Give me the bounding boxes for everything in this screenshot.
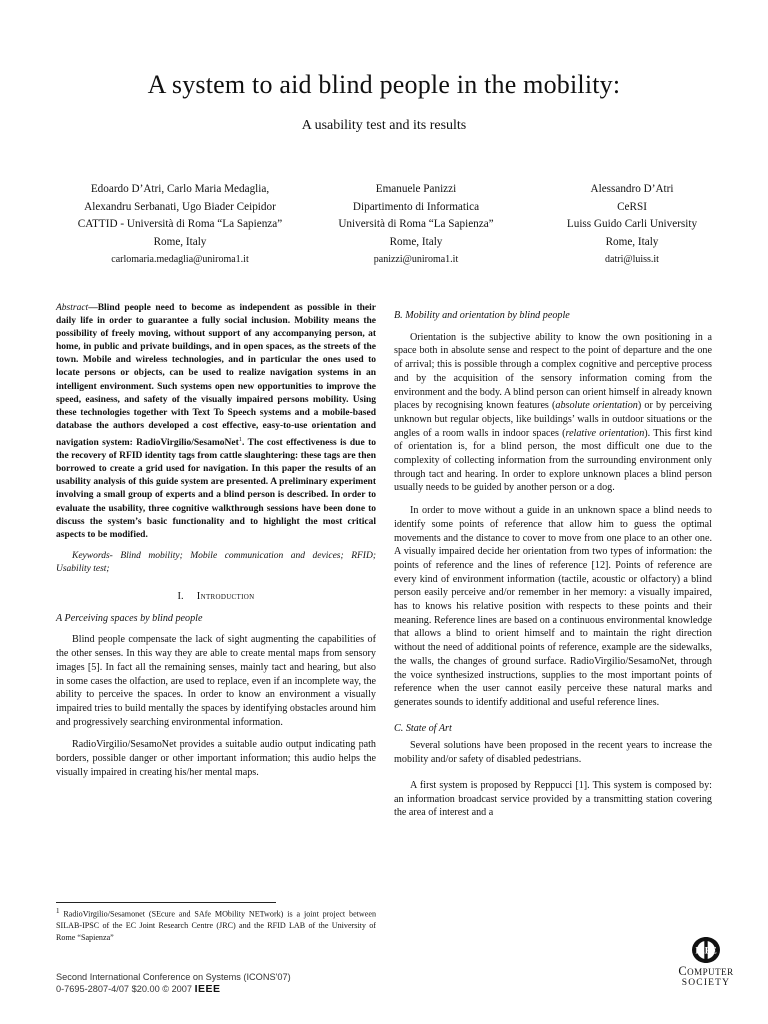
emphasis: relative orientation [565, 427, 645, 439]
author-line: Alexandru Serbanati, Ugo Biader Ceipidor [84, 200, 276, 213]
paper-title: A system to aid blind people in the mobility: [147, 70, 621, 99]
paragraph-text: Orientation is the subjective ability to know the own positioning in a space both in absolute sense and respect to the point of departure and the one of arrival; this is possible through a complex cognitive and perceptive process and by the acquisition of the sensory information coming from the environment and the body. A blind person can orient himself in already known places by recognising known features ( [394, 331, 712, 412]
footnote-divider [56, 902, 276, 903]
right-column [394, 302, 712, 820]
isbn-price: 0-7695-2807-4/07 $20.00 © 2007 [56, 984, 193, 994]
abstract [56, 302, 376, 542]
logo-word-society: SOCIETY [681, 978, 731, 988]
left-column [56, 302, 376, 779]
paragraph-text: ) or by perceiving unknown but regular objects, like buildings’ walls in outdoor situations or the angles of a room walls in indoor spaces ( [394, 400, 712, 439]
ieee-logo: IEEE [194, 983, 221, 995]
footnote-text: RadioVirgilio/Sesamonet (SEcure and SAfe MObility NETwork) is a joint project between SILAB-IPSC of the EC Joint Research Centre (JRC) and the RFID LAB of the University of Rome “Sapienza” [56, 909, 376, 942]
author-affiliation: CATTID - Università di Roma “La Sapienza” [77, 218, 283, 230]
abstract-text: —Blind people need to become as independent as possible in their daily life in order to guarantee a fully social inclusion. Mobility means the possibility of freely moving, without support of any accompanying person, at home, in public and private buildings, and in open spaces, as the streets of the town. Mobile and wireless technologies, and in particular the ones used to locate persons or objects, can be used to realize navigation systems in an intelligent environment. Such systems open new opportunities to improve the speed, easiness, and safety of the visually impaired persons mobility. Using these technologies together with Text To Speech systems and a mobile-based database the authors developed a cost effective, easy-to-use orientation and navigation system: RadioVirgilio/SesamoNet [56, 303, 376, 449]
author-location: Rome, Italy [153, 235, 207, 248]
paragraph: A first system is proposed by Reppucci [1]. This system is composed by: an information broadcast service provided by a transmitting station covering the area of interest and a [394, 779, 712, 819]
author-affiliation: Università di Roma “La Sapienza” [338, 218, 494, 230]
conference-footer [56, 971, 291, 995]
section-heading-introduction [56, 590, 376, 604]
author-block-2 [318, 181, 514, 269]
logo-small-text: IEEE [695, 945, 717, 956]
computer-society-emblem-icon [689, 935, 723, 965]
paragraph: Blind people compensate the lack of sight augmenting the capabilities of the other senses. In this way they are able to create mental maps from sensory images [5]. In fact all the remaining senses, mainly tact and hearing, but also in some cases the olfaction, are used to replace, even if an incomplete way, the ability to perceive the spaces. In order to know an environment a visually impaired tries to build mentally the spaces by identifying obstacles around him and progressively searching environmental information. [56, 634, 376, 728]
section-title: Introduction [196, 591, 255, 603]
author-block-1 [50, 181, 310, 269]
abstract-label: Abstract [56, 303, 89, 313]
abstract-text-continued: . The cost effectiveness is due to the recovery of RFID identity tags from cattle slaughtering: these tags are then borrowed to create a grid used for navigation. In this paper the results of an usability analysis of this guide system are presented. A preliminary experiment involving a small group of experts and a blind person is described. In order to evaluate the usability, three cognitive walkthrough sessions have been done to discuss the system’s basic functionality and to highlight the most critical aspects to be modified. [56, 438, 377, 540]
author-block-3 [532, 181, 732, 269]
paragraph: Several solutions have been proposed in the recent years to increase the mobility and/or safety of disabled pedestrians. [394, 740, 712, 766]
section-number: I. [177, 591, 184, 603]
author-name: Emanuele Panizzi [375, 183, 457, 195]
paragraph [394, 331, 712, 495]
footnote [56, 906, 376, 943]
author-line: Edoardo D’Atri, Carlo Maria Medaglia, [90, 183, 270, 195]
footnote-marker: 1 [238, 435, 242, 443]
author-name: Alessandro D’Atri [590, 183, 674, 195]
author-location: Rome, Italy [605, 235, 659, 248]
author-location: Rome, Italy [389, 235, 443, 248]
computer-society-logo [666, 935, 746, 988]
author-email: datri@luiss.it [605, 254, 659, 265]
paragraph-text: ). This first kind of orientation is, for a blind person, the most difficult one due to the complexity of collecting information from the surrounding environment only through tact and hearing. In order to explore unknown places a blind person usually needs to be guided by another person or a dog. [394, 427, 713, 494]
paper-subtitle: A usability test and its results [301, 118, 467, 133]
logo-word-computer: Computer [678, 964, 734, 978]
subsection-heading-c: C. State of Art [394, 722, 452, 734]
subsection-heading-a: A Perceiving spaces by blind people [56, 612, 203, 624]
paragraph: RadioVirgilio/SesamoNet provides a suitable audio output indicating path borders, possible danger or other important information; this audio helps the visually impaired in creating his/her mental maps. [56, 739, 376, 778]
emphasis: absolute orientation [555, 400, 638, 412]
author-email: carlomaria.medaglia@uniroma1.it [111, 254, 249, 265]
subsection-heading-b: B. Mobility and orientation by blind people [394, 310, 570, 321]
author-affiliation: Luiss Guido Carli University [566, 218, 698, 230]
conference-name: Second International Conference on Systems (ICONS'07) [56, 972, 291, 982]
author-email: panizzi@uniroma1.it [373, 254, 459, 265]
author-department: CeRSI [617, 200, 647, 213]
keywords: Keywords- Blind mobility; Mobile communication and devices; RFID; Usability test; [56, 550, 376, 574]
author-department: Dipartimento di Informatica [352, 200, 480, 213]
footnote-mark: 1 [56, 907, 60, 915]
copyright-line [56, 983, 291, 995]
paragraph: In order to move without a guide in an unknown space a blind needs to identify some points of reference that allow him to guess the optimal movements and the distance to cover to move from one place to an other one. A visually impaired decide her orientation from two types of information: the points of reference and the lines of reference [12]. Points of reference are every kind of environment information (tactile, acoustic or olfactory) a blind person easily perceive and/or remember in her memory: a visually impaired, has to knows his relative position with respects to these points and their meaning. Reference lines are based on a continuous environmental knowledge that allows a blind to orient himself and to maintain the right direction without the need of additional points of reference, example are the sidewalks, the walls, the changes of ground surface. RadioVirgilio/SesamoNet, through the voice synthesized instructions, supplies to the most important points of reference when the user cannot easily perceive these natural marks and generates sounds to identify additional and useful reference lines. [394, 505, 712, 708]
